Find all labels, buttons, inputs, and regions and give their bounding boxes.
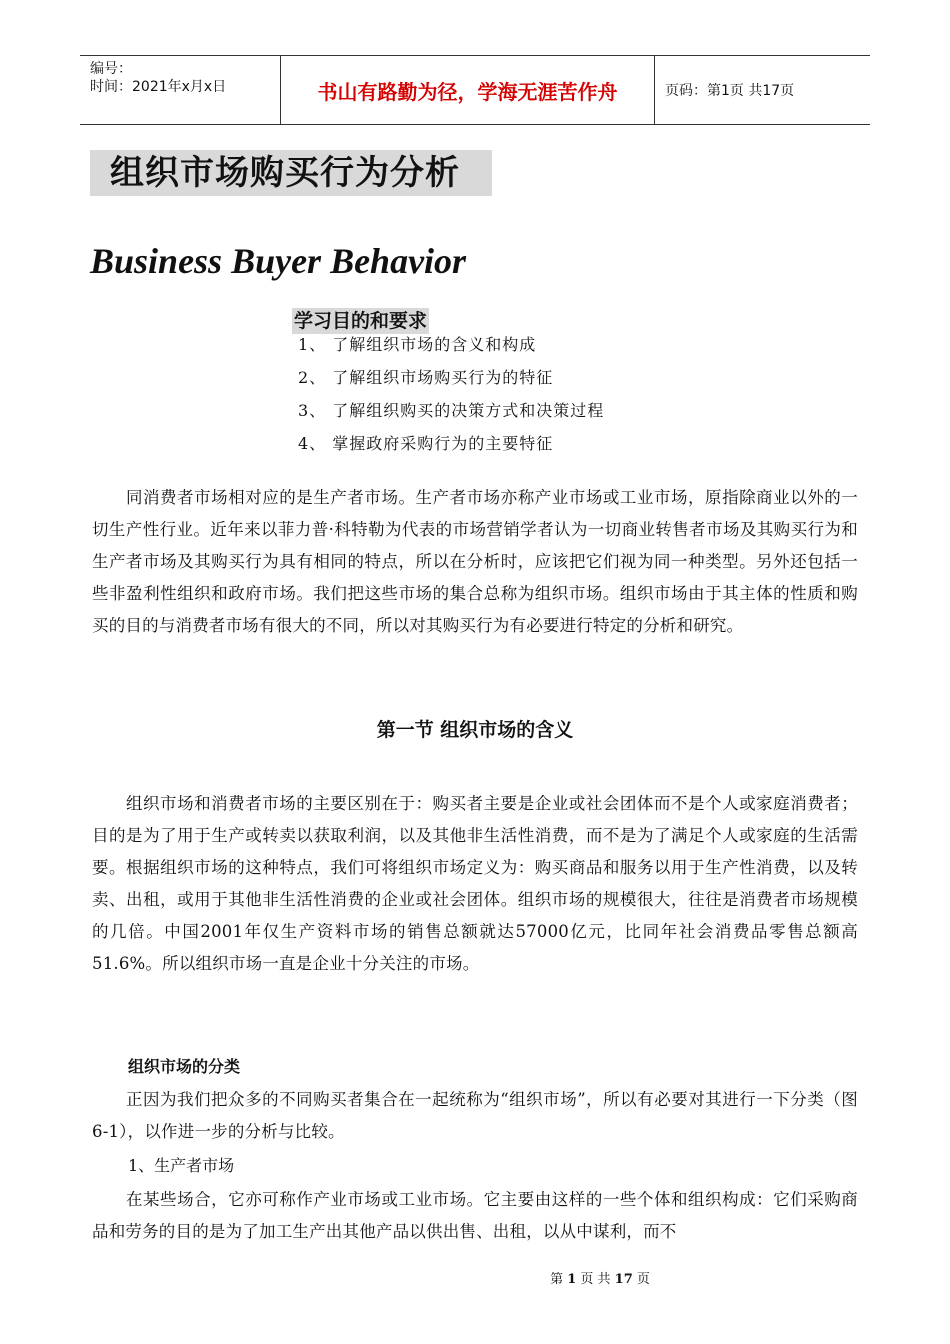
- classification-paragraph: 正因为我们把众多的不同购买者集合在一起统称为“组织市场”，所以有必要对其进行一下分类（图6-1），以作进一步的分析与比较。: [92, 1090, 858, 1141]
- goals-list: [298, 333, 604, 465]
- serial-label: 编号：: [90, 61, 132, 77]
- goal-item: 3、 了解组织购买的决策方式和决策过程: [298, 401, 605, 420]
- footer-suffix: 页: [632, 1272, 650, 1287]
- intro-paragraph: 同消费者市场相对应的是生产者市场。生产者市场亦称产业市场或工业市场，原指除商业以外的一切生产性行业。近年来以菲力普·科特勒为代表的市场营销学者认为一切商业转售者市场及其购买行为和生产者市场及其购买行为具有相同的特点，所以在分析时，应该把它们视为同一种类型。另外还包括一些非盈利性组织和政府市场。我们把这些市场的集合总称为组织市场。组织市场由于其主体的性质和购买的目的与消费者市场有很大的不同，所以对其购买行为有必要进行特定的分析和研究。: [92, 488, 858, 635]
- footer-page-number: 1: [567, 1272, 577, 1287]
- item-paragraph: 在某些场合，它亦可称作产业市场或工业市场。它主要由这样的一些个体和组织构成：它们采购商品和劳务的目的是为了加工生产出其他产品以供出售、出租，以从中谋利，而不: [92, 1190, 858, 1241]
- goal-item: 4、 掌握政府采购行为的主要特征: [298, 434, 554, 453]
- section-paragraph: 组织市场和消费者市场的主要区别在于：购买者主要是企业或社会团体而不是个人或家庭消费者；目的是为了用于生产或转卖以获取利润，以及其他非生活性消费，而不是为了满足个人或家庭的生活需要。根据组织市场的这种特点，我们可将组织市场定义为：购买商品和服务以用于生产性消费，以及转卖、出租，或用于其他非生活性消费的企业或社会团体。组织市场的规模很大，往往是消费者市场规模的几倍。中国2001年仅生产资料市场的销售总额就达57000亿元，比同年社会消费品零售总额高51.6%。所以组织市场一直是企业十分关注的市场。: [92, 794, 858, 973]
- goal-item: 1、 了解组织市场的含义和构成: [298, 335, 537, 354]
- footer-middle: 页 共: [576, 1272, 615, 1287]
- goals-heading: 学习目的和要求: [294, 310, 428, 332]
- document-subtitle: Business Buyer Behavior: [90, 241, 467, 281]
- section-heading: 第一节 组织市场的含义: [376, 719, 574, 741]
- footer-prefix: 第: [550, 1272, 568, 1287]
- item-heading: 1、生产者市场: [128, 1156, 235, 1175]
- subsection-heading: 组织市场的分类: [128, 1057, 241, 1076]
- header-left-cell: [80, 56, 281, 124]
- footer-total-pages: 17: [614, 1272, 633, 1287]
- header-page-info: 页码：第1页 共17页: [665, 83, 795, 99]
- goal-item: 2、 了解组织市场购买行为的特征: [298, 368, 554, 387]
- page-footer: [0, 1268, 950, 1287]
- document-title: 组织市场购买行为分析: [90, 150, 492, 196]
- header-motto: 书山有路勤为径，学海无涯苦作舟: [281, 56, 655, 124]
- page-header: [80, 55, 870, 125]
- time-label: 时间：2021年x月x日: [90, 79, 227, 95]
